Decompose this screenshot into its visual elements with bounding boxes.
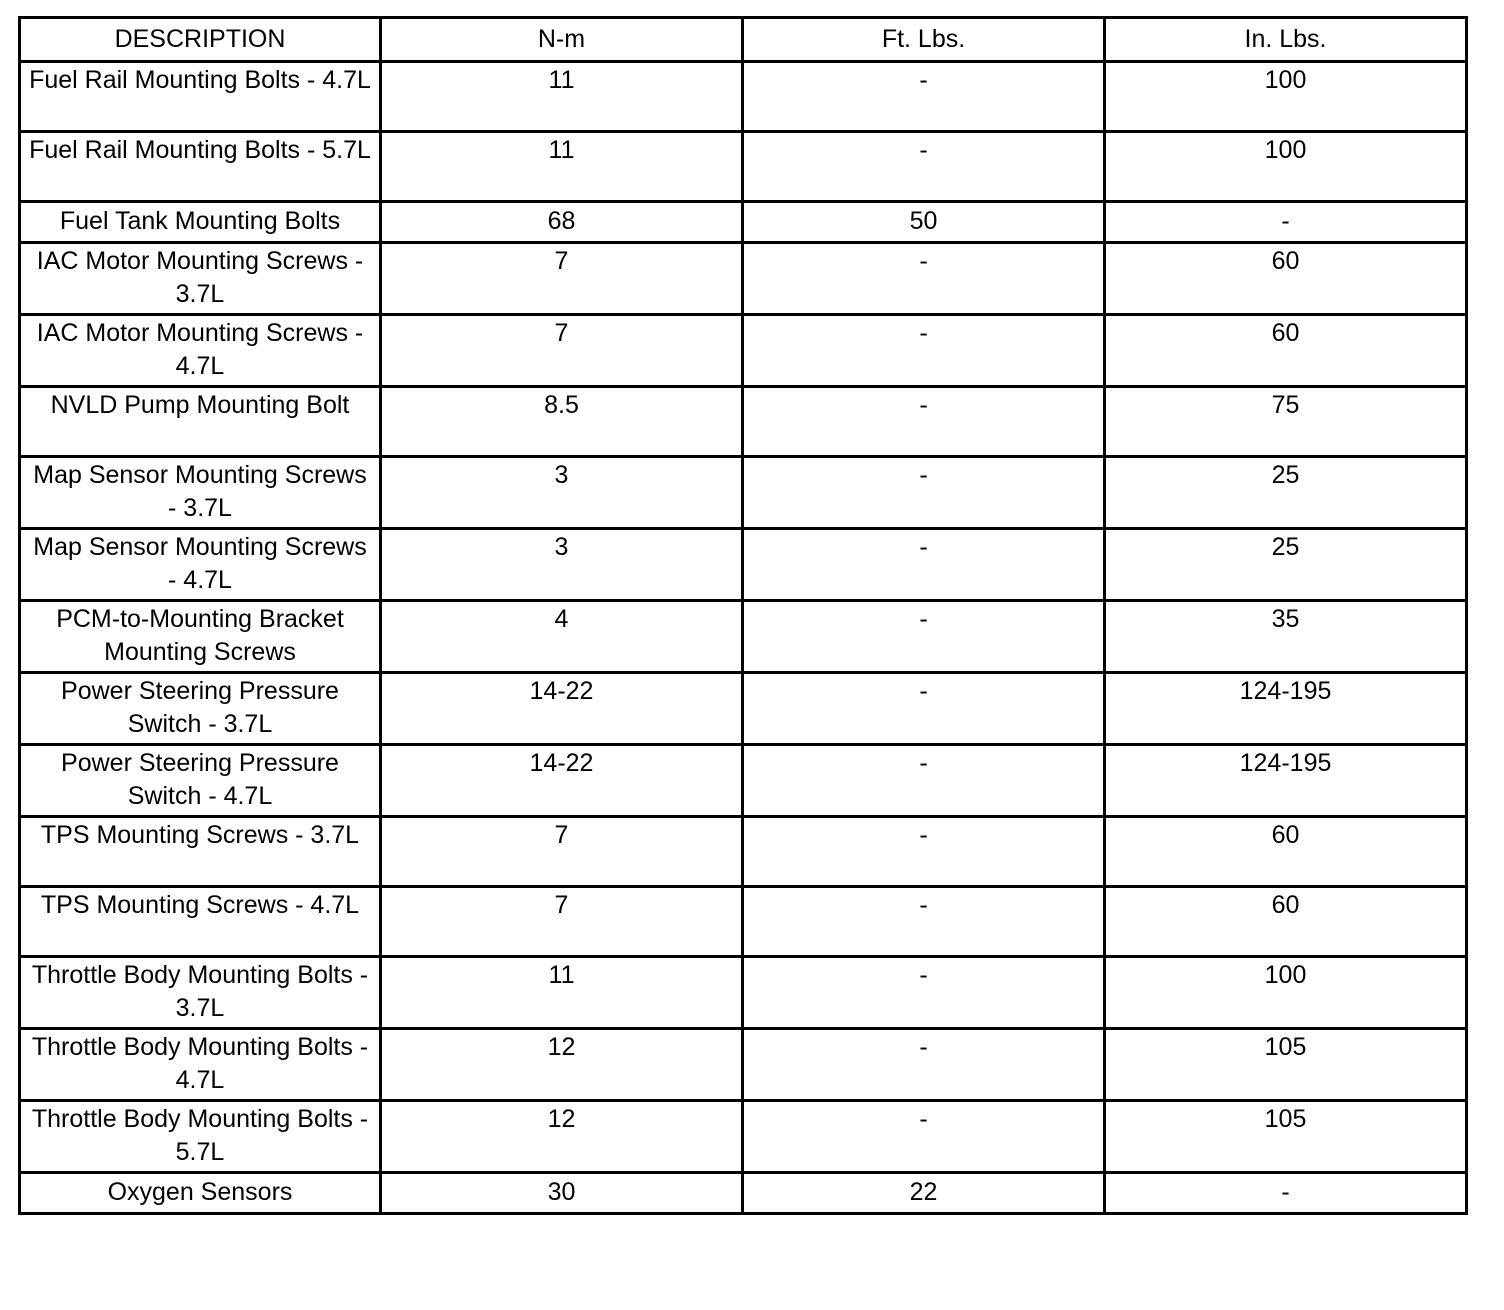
table-row	[20, 673, 1467, 745]
cell-in-lbs: 60	[1105, 817, 1467, 887]
cell-ft-lbs: -	[743, 1101, 1105, 1173]
cell-description: Fuel Rail Mounting Bolts - 5.7L	[20, 132, 381, 202]
table-row	[20, 387, 1467, 457]
table-row	[20, 132, 1467, 202]
cell-ft-lbs: -	[743, 887, 1105, 957]
cell-in-lbs: -	[1105, 202, 1467, 243]
cell-description: Fuel Rail Mounting Bolts - 4.7L	[20, 62, 381, 132]
cell-in-lbs: 25	[1105, 457, 1467, 529]
table-row	[20, 887, 1467, 957]
table-row	[20, 957, 1467, 1029]
cell-in-lbs: 100	[1105, 957, 1467, 1029]
cell-nm: 68	[381, 202, 743, 243]
cell-description: IAC Motor Mounting Screws - 4.7L	[20, 315, 381, 387]
cell-nm: 14-22	[381, 745, 743, 817]
table-row	[20, 315, 1467, 387]
cell-nm: 4	[381, 601, 743, 673]
table-row	[20, 243, 1467, 315]
header-in-lbs: In. Lbs.	[1105, 18, 1467, 62]
cell-description: Oxygen Sensors	[20, 1173, 381, 1214]
cell-ft-lbs: -	[743, 387, 1105, 457]
cell-nm: 11	[381, 132, 743, 202]
cell-ft-lbs: -	[743, 529, 1105, 601]
cell-ft-lbs: 50	[743, 202, 1105, 243]
cell-in-lbs: 105	[1105, 1101, 1467, 1173]
cell-description: Throttle Body Mounting Bolts - 5.7L	[20, 1101, 381, 1173]
cell-in-lbs: 60	[1105, 315, 1467, 387]
cell-ft-lbs: -	[743, 673, 1105, 745]
header-row	[20, 18, 1467, 62]
cell-ft-lbs: -	[743, 1029, 1105, 1101]
cell-ft-lbs: -	[743, 243, 1105, 315]
cell-nm: 8.5	[381, 387, 743, 457]
header-nm: N-m	[381, 18, 743, 62]
cell-description: Map Sensor Mounting Screws - 3.7L	[20, 457, 381, 529]
cell-ft-lbs: -	[743, 62, 1105, 132]
cell-nm: 11	[381, 957, 743, 1029]
cell-in-lbs: -	[1105, 1173, 1467, 1214]
cell-nm: 12	[381, 1101, 743, 1173]
table-row	[20, 529, 1467, 601]
table-row	[20, 817, 1467, 887]
cell-description: Throttle Body Mounting Bolts - 3.7L	[20, 957, 381, 1029]
cell-nm: 7	[381, 243, 743, 315]
cell-description: TPS Mounting Screws - 4.7L	[20, 887, 381, 957]
cell-in-lbs: 60	[1105, 243, 1467, 315]
torque-spec-table	[18, 16, 1468, 1215]
cell-ft-lbs: -	[743, 132, 1105, 202]
cell-in-lbs: 60	[1105, 887, 1467, 957]
table-row	[20, 745, 1467, 817]
cell-in-lbs: 75	[1105, 387, 1467, 457]
header-ft-lbs: Ft. Lbs.	[743, 18, 1105, 62]
cell-nm: 14-22	[381, 673, 743, 745]
table-row	[20, 601, 1467, 673]
cell-in-lbs: 105	[1105, 1029, 1467, 1101]
cell-description: Map Sensor Mounting Screws - 4.7L	[20, 529, 381, 601]
cell-in-lbs: 124-195	[1105, 673, 1467, 745]
cell-in-lbs: 124-195	[1105, 745, 1467, 817]
table-row	[20, 62, 1467, 132]
cell-description: Power Steering Pressure Switch - 4.7L	[20, 745, 381, 817]
cell-ft-lbs: -	[743, 601, 1105, 673]
cell-ft-lbs: -	[743, 957, 1105, 1029]
cell-nm: 30	[381, 1173, 743, 1214]
cell-ft-lbs: 22	[743, 1173, 1105, 1214]
cell-description: Power Steering Pressure Switch - 3.7L	[20, 673, 381, 745]
cell-nm: 3	[381, 529, 743, 601]
cell-in-lbs: 100	[1105, 62, 1467, 132]
cell-nm: 3	[381, 457, 743, 529]
cell-nm: 7	[381, 315, 743, 387]
cell-ft-lbs: -	[743, 457, 1105, 529]
cell-nm: 7	[381, 887, 743, 957]
table-row	[20, 202, 1467, 243]
cell-description: IAC Motor Mounting Screws - 3.7L	[20, 243, 381, 315]
cell-nm: 7	[381, 817, 743, 887]
cell-ft-lbs: -	[743, 745, 1105, 817]
cell-in-lbs: 100	[1105, 132, 1467, 202]
table-row	[20, 457, 1467, 529]
cell-description: PCM-to-Mounting Bracket Mounting Screws	[20, 601, 381, 673]
cell-in-lbs: 35	[1105, 601, 1467, 673]
table-header	[20, 18, 1467, 62]
header-description: DESCRIPTION	[20, 18, 381, 62]
cell-nm: 12	[381, 1029, 743, 1101]
cell-description: TPS Mounting Screws - 3.7L	[20, 817, 381, 887]
table-row	[20, 1173, 1467, 1214]
table-row	[20, 1101, 1467, 1173]
cell-description: Fuel Tank Mounting Bolts	[20, 202, 381, 243]
cell-in-lbs: 25	[1105, 529, 1467, 601]
table-body	[20, 62, 1467, 1214]
cell-nm: 11	[381, 62, 743, 132]
table-row	[20, 1029, 1467, 1101]
cell-description: Throttle Body Mounting Bolts - 4.7L	[20, 1029, 381, 1101]
cell-description: NVLD Pump Mounting Bolt	[20, 387, 381, 457]
cell-ft-lbs: -	[743, 817, 1105, 887]
cell-ft-lbs: -	[743, 315, 1105, 387]
